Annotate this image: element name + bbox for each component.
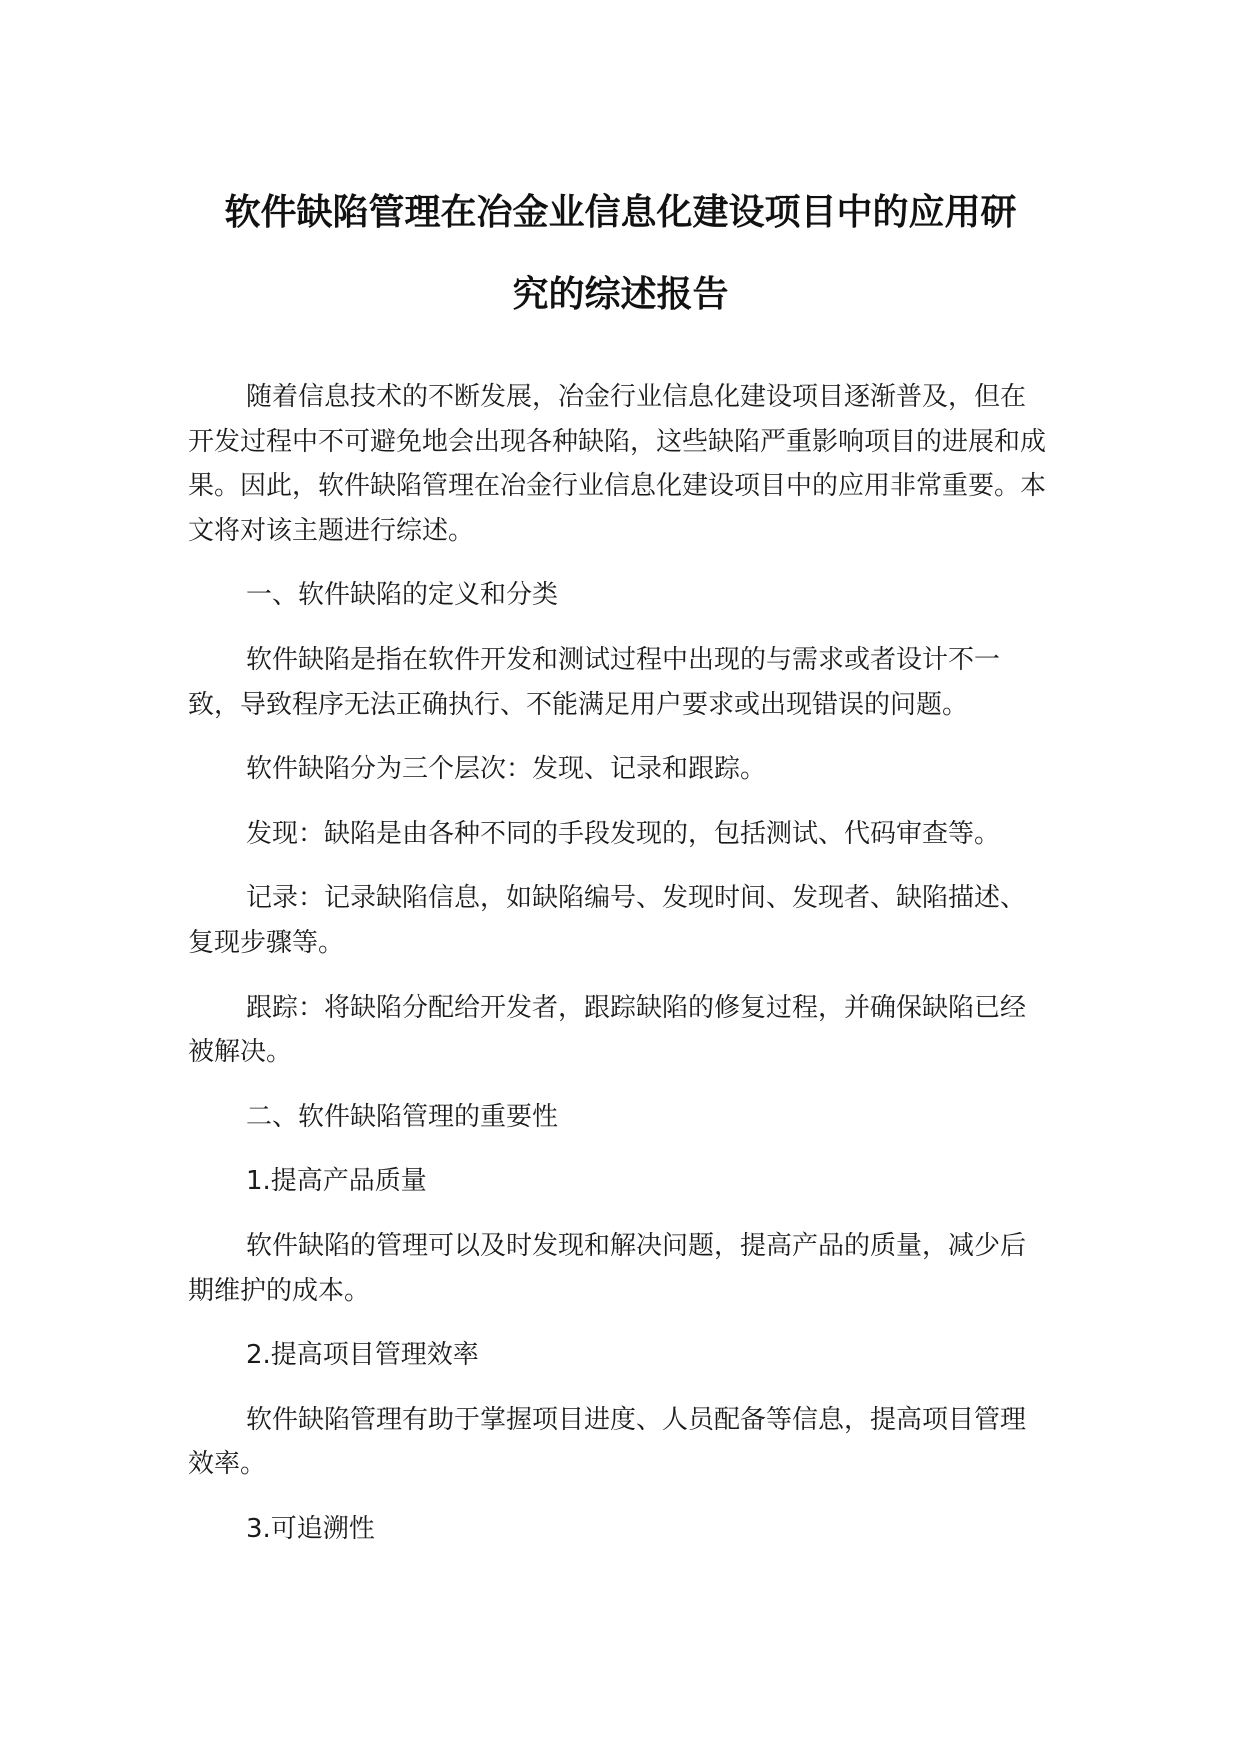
paragraph-record: 记录：记录缺陷信息，如缺陷编号、发现时间、发现者、缺陷描述、复现步骤等。 — [188, 883, 1027, 958]
paragraph-track: 跟踪：将缺陷分配给开发者，跟踪缺陷的修复过程，并确保缺陷已经被解决。 — [188, 992, 1027, 1068]
document-body — [188, 375, 1048, 1571]
subheading-efficiency: 2.提高项目管理效率 — [246, 1340, 479, 1371]
document-title-line-1: 软件缺陷管理在冶金业信息化建设项目中的应用研 — [224, 192, 1017, 233]
paragraph-quality: 软件缺陷的管理可以及时发现和解决问题，提高产品的质量，减少后期维护的成本。 — [188, 1230, 1027, 1306]
subheading-traceability: 3.可追溯性 — [246, 1513, 375, 1544]
section-heading-1: 一、软件缺陷的定义和分类 — [246, 580, 559, 611]
paragraph-discover: 发现：缺陷是由各种不同的手段发现的，包括测试、代码审查等。 — [246, 818, 1001, 849]
paragraph-definition: 软件缺陷是指在软件开发和测试过程中出现的与需求或者设计不一致，导致程序无法正确执行、不能满足用户要求或出现错误的问题。 — [188, 644, 1001, 720]
section-heading-2: 二、软件缺陷管理的重要性 — [246, 1101, 559, 1132]
paragraph-efficiency: 软件缺陷管理有助于掌握项目进度、人员配备等信息，提高项目管理效率。 — [188, 1404, 1027, 1480]
paragraph-intro: 随着信息技术的不断发展，冶金行业信息化建设项目逐渐普及，但在开发过程中不可避免地会出现各种缺陷，这些缺陷严重影响项目的进展和成果。因此，软件缺陷管理在冶金行业信息化建设项目中的应用非常重要。本文将对该主题进行综述。 — [188, 382, 1047, 546]
document-title-line-2: 究的综述报告 — [512, 274, 729, 315]
subheading-quality: 1.提高产品质量 — [246, 1166, 427, 1197]
paragraph-levels: 软件缺陷分为三个层次：发现、记录和跟踪。 — [246, 754, 767, 785]
